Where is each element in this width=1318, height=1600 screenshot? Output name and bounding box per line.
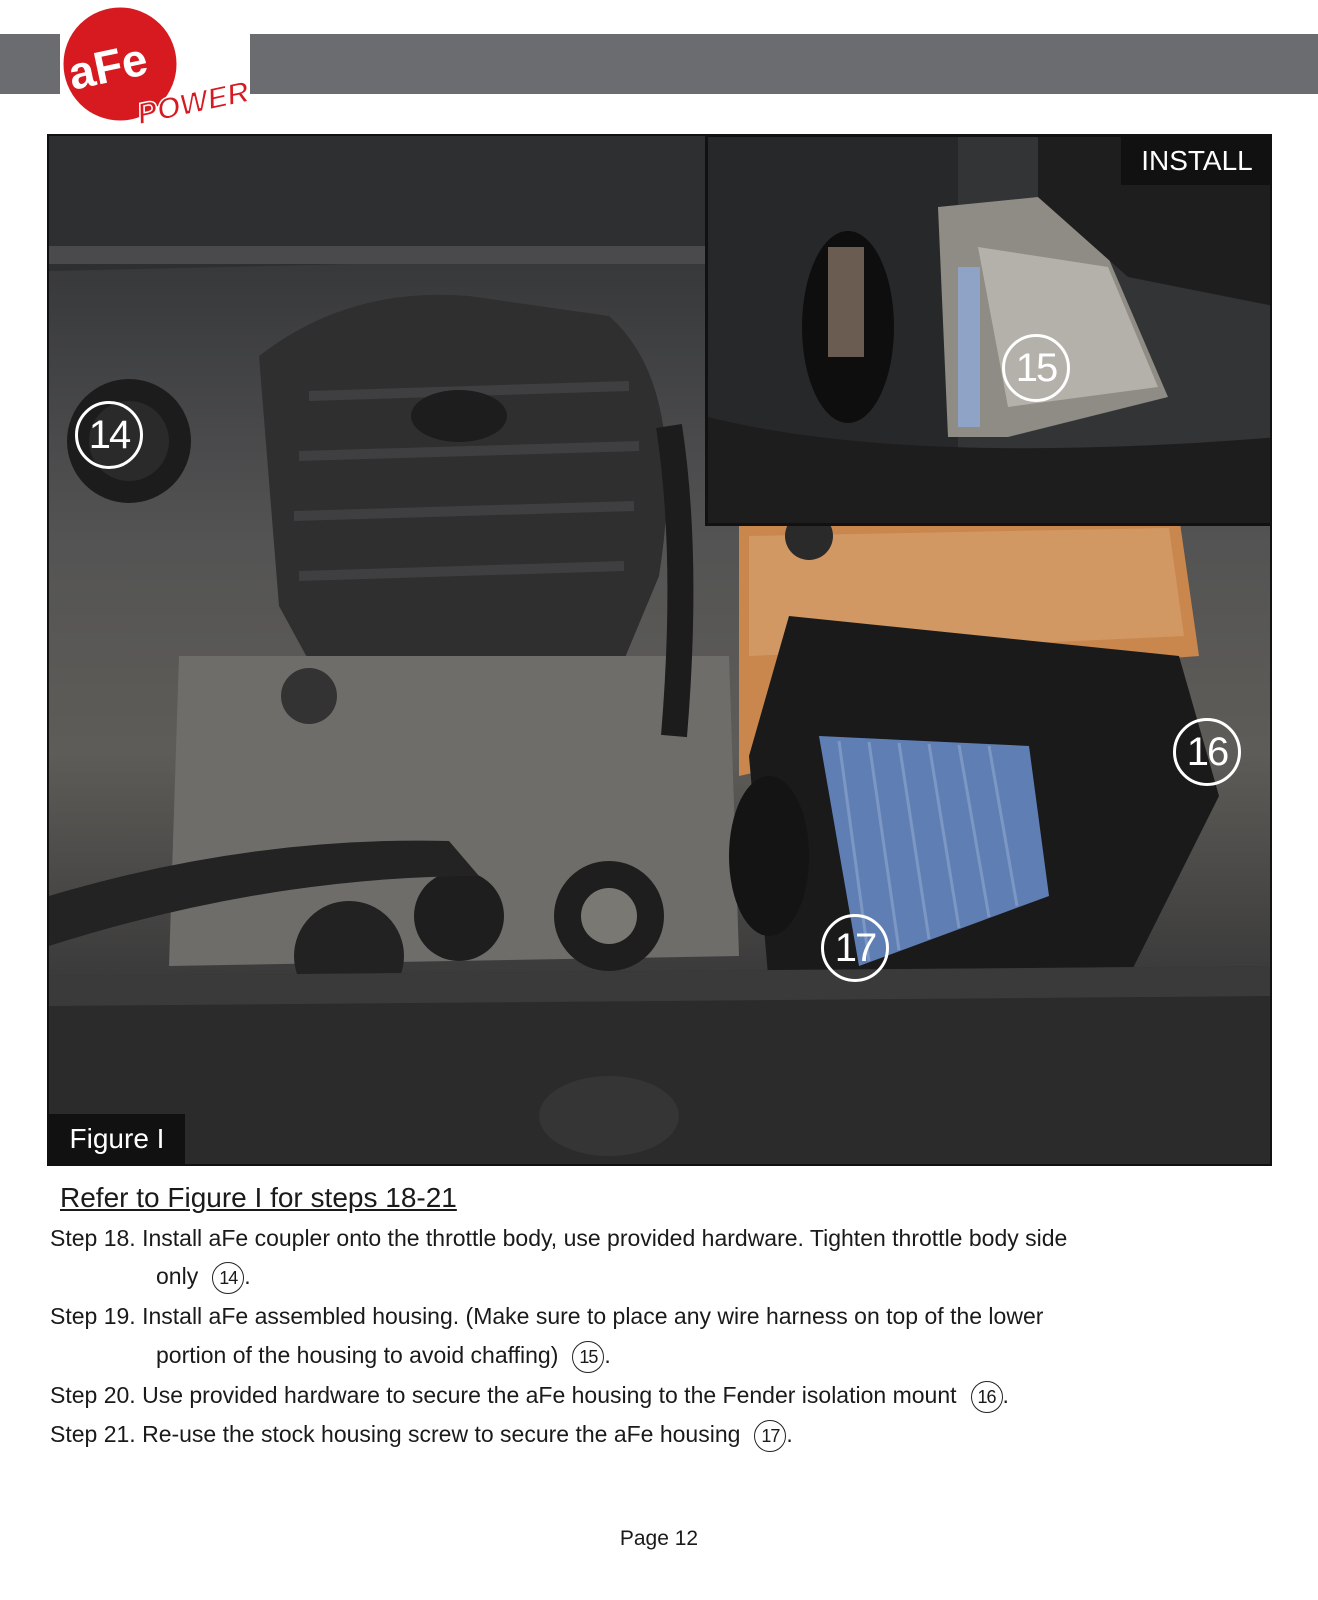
- callout-17: 17: [821, 914, 889, 982]
- step-ref-15: 15: [572, 1341, 604, 1373]
- step-ref-16: 16: [971, 1381, 1003, 1413]
- page-number: Page 12: [619, 1527, 699, 1550]
- step-18: [50, 1225, 1067, 1252]
- figure-label: Figure I: [49, 1114, 185, 1164]
- step-21: Step 21. Re-use the stock housing screw to secure the aFe housing 17 .: [50, 1420, 793, 1452]
- step-ref-14: 14: [212, 1262, 244, 1294]
- install-inset-photo: [705, 134, 1272, 526]
- afe-power-logo: [58, 2, 258, 126]
- step-text: Use provided hardware to secure the aFe housing to the Fender isolation mount: [142, 1382, 957, 1409]
- step-label: Step 21.: [50, 1421, 136, 1448]
- svg-text:POWER: POWER: [134, 75, 252, 126]
- step-20: Step 20. Use provided hardware to secure the aFe housing to the Fender isolation mount 16 .: [50, 1381, 1009, 1413]
- install-label: INSTALL: [1121, 137, 1272, 185]
- step-text-cont: only: [156, 1263, 199, 1290]
- step-label: Step 19.: [50, 1303, 136, 1329]
- step-label: Step 18.: [50, 1225, 136, 1251]
- inset-illustration: [708, 137, 1272, 526]
- step-ref-17: 17: [754, 1420, 786, 1452]
- step-label: Step 20.: [50, 1382, 136, 1409]
- step-text: Install aFe coupler onto the throttle body, use provided hardware. Tighten throttle body side: [142, 1225, 1068, 1251]
- step-text: Re-use the stock housing screw to secure the aFe housing: [142, 1421, 741, 1448]
- svg-text:aFe: aFe: [63, 32, 153, 100]
- step-19-continued: portion of the housing to avoid chaffing) 15 .: [156, 1341, 611, 1373]
- step-text: Install aFe assembled housing. (Make sure to place any wire harness on top of the lower: [142, 1303, 1044, 1329]
- step-text-cont: portion of the housing to avoid chaffing): [156, 1342, 559, 1369]
- callout-16: 16: [1173, 718, 1241, 786]
- callout-14: 14: [75, 401, 143, 469]
- engine-bay-photo: [47, 134, 1272, 1166]
- step-19: [50, 1303, 1043, 1330]
- callout-15: 15: [1002, 334, 1070, 402]
- step-18-continued: only 14 .: [156, 1262, 251, 1294]
- instructions-heading: Refer to Figure I for steps 18-21: [60, 1182, 457, 1213]
